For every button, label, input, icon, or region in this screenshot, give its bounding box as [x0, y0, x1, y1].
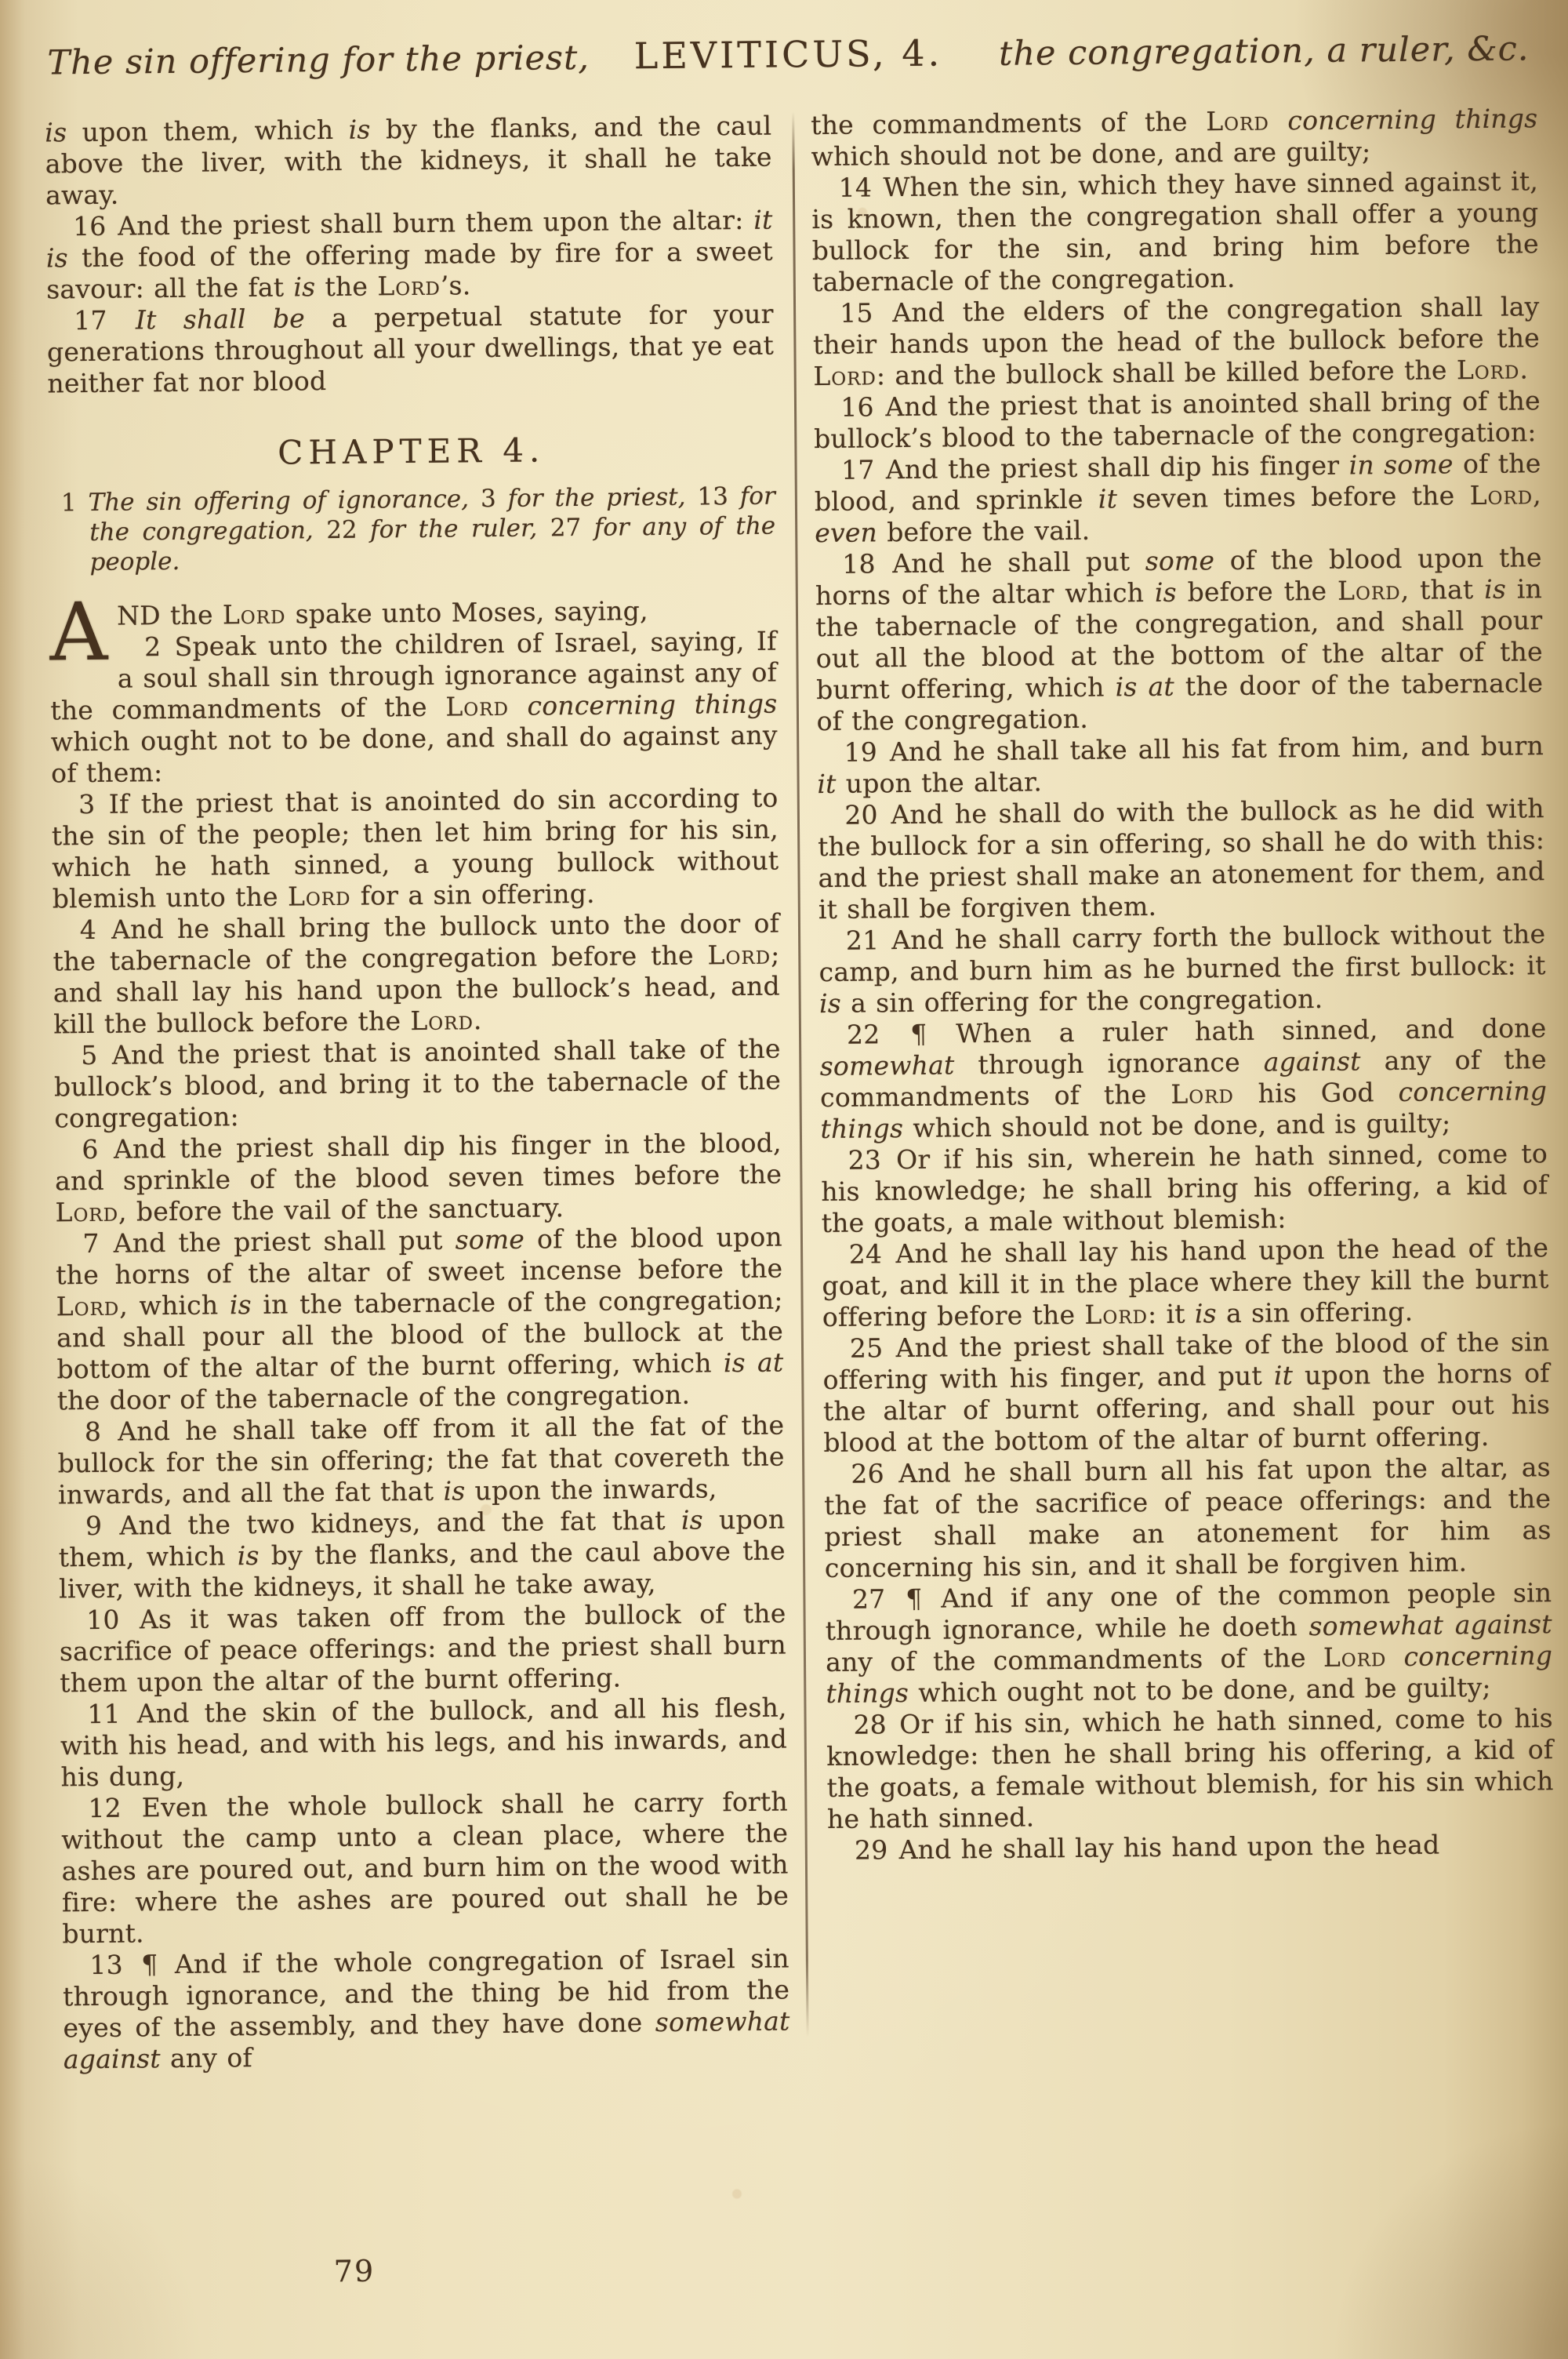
verse-20: 20 And he shall do with the bullock as he did with the bullock for a sin offering, so shall he do with this: and the priest shall make an atonement for them, and it shall be forgiven them.: [817, 793, 1545, 925]
verse-number: 2: [143, 631, 162, 663]
verse-5: 5 And the priest that is anointed shall take of the bullock’s blood, and bring it to the tabernacle of the congregation:: [53, 1033, 782, 1134]
page-number: 79: [333, 2253, 376, 2289]
verse-number: 13: [89, 1949, 123, 1981]
verse-17: 17 It shall be a perpetual statute for your generations throughout all your dwellings, that ye eat neither fat nor blood: [46, 298, 775, 399]
column-divider-rule: [792, 111, 808, 2037]
verse-number: 17: [840, 454, 875, 485]
verse-19: 19 And he shall take all his fat from him, and burn it upon the altar.: [817, 730, 1544, 800]
verse-number: 18: [842, 548, 876, 580]
verse-29: 29 And he shall lay his hand upon the head: [854, 1829, 1440, 1866]
running-head-right: the congregation, a ruler, &c.: [998, 29, 1530, 74]
verse-16: 16 And the priest shall burn them upon the altar: it is the food of the offering made by fire for a sweet savour: all the fat is the Lord’s.: [45, 204, 774, 305]
verse-4: 4 And he shall bring the bullock unto the door of the tabernacle of the congregation before the Lord; and shall lay his hand upon the bullock’s head, and kill the bullock before the Lord.: [53, 907, 781, 1040]
verse-number: 6: [82, 1133, 99, 1165]
chapter-summary: 1 The sin offering of ignorance, 3 for the priest, 13 for the congregation, 22 for the ruler, 27 for any of the people.: [60, 482, 776, 576]
verse-number: 8: [84, 1416, 102, 1448]
chapter-heading: CHAPTER 4.: [277, 431, 546, 472]
verse-number: 3: [78, 788, 96, 820]
verse-number: 23: [848, 1144, 882, 1176]
page-content: [44, 13, 1556, 2075]
pilcrow-mark: ¶: [910, 1018, 927, 1049]
pilcrow-mark: ¶: [141, 1949, 158, 1980]
verse-16: 16 And the priest that is anointed shall bring of the bullock’s blood to the tabernacle of the congregation:: [813, 385, 1541, 455]
verse-number: 10: [85, 1604, 120, 1636]
verse-21: 21 And he shall carry forth the bullock without the camp, and burn him as he burned the first bullock: it is a sin offering for the congregation.: [818, 918, 1546, 1020]
left-column: [45, 111, 790, 2076]
verse-number: 11: [87, 1698, 121, 1730]
continuation-paragraph: the commandments of the Lord concerning things which should not be done, and are guilty;: [811, 103, 1538, 173]
verse-number: 7: [82, 1227, 100, 1259]
verse-number: 17: [74, 304, 107, 336]
running-head: [44, 26, 1537, 82]
verse-12: 12 Even the whole bullock shall he carry forth without the camp unto a clean place, where the ashes are poured out, and burn him on the wood with fire: where the ashes are poured out shall he be burnt.: [61, 1786, 789, 1950]
verse-number: 5: [81, 1039, 98, 1071]
pilcrow-mark: ¶: [906, 1583, 923, 1615]
verse-26: 26 And he shall burn all his fat upon the altar, as the fat of the sacrifice of peace offerings: and the priest shall make an atonement for him as concerning his sin, and it shall be forgiven him.: [823, 1452, 1552, 1584]
verse-number: 16: [72, 210, 107, 242]
running-head-title: LEVITICUS, 4.: [633, 31, 943, 78]
verse-13: 13 ¶ And if the whole congregation of Israel sin through ignorance, and the thing be hid from the eyes of the assembly, and they have done somewhat against any of: [62, 1943, 790, 2075]
verse-10: 10 As it was taken off from the bullock of the sacrifice of peace offerings: and the priest shall burn them upon the altar of the burnt offering.: [59, 1598, 787, 1699]
verse-18: 18 And he shall put some of the blood upon the horns of the altar which is before the Lord, that is in the tabernacle of the congregation, and shall pour out all the blood at the bottom of the altar of the burnt offering, which is at the door of the tabernacle of the congregation.: [815, 542, 1544, 737]
verse-25: 25 And the priest shall take of the blood of the sin offering with his finger, and put it upon the horns of the altar of burnt offering, and shall pour out his blood at the bottom of the altar of burnt offering.: [822, 1326, 1551, 1459]
verse-8: 8 And he shall take off from it all the fat of the bullock for the sin offering; the fat that covereth the inwards, and all the fat that is upon the inwards,: [57, 1409, 785, 1510]
verse-number: 22: [846, 1019, 880, 1050]
verse-28: 28 Or if his sin, which he hath sinned, come to his knowledge: then he shall bring his offering, a kid of the goats, a female without blemish, for his sin which he hath sinned.: [826, 1703, 1554, 1835]
running-head-left: The sin offering for the priest,: [47, 38, 590, 83]
verse-number: 15: [840, 297, 873, 329]
verse-number: 4: [79, 914, 97, 946]
verse-23: 23 Or if his sin, wherein he hath sinned, come to his knowledge; he shall bring his offering, a kid of the goats, a male without blemish:: [821, 1138, 1548, 1239]
right-column: [811, 103, 1556, 2068]
verse-number: 25: [849, 1332, 884, 1364]
verse-number: 28: [853, 1709, 887, 1740]
verse-27: 27 ¶ And if any one of the common people sin through ignorance, while he doeth somewhat against any of the commandments of the Lord concerning things which ought not to be done, and be guilty;: [825, 1577, 1553, 1710]
verse-7: 7 And the priest shall put some of the blood upon the horns of the altar of sweet incense before the Lord, which is in the tabernacle of the congregation; and shall pour all the blood of the bullock at the bottom of the altar of the burnt offering, which is at the door of the tabernacle of the congregation.: [56, 1221, 784, 1416]
verse-number: 21: [845, 925, 880, 956]
verse-6: 6 And the priest shall dip his finger in the blood, and sprinkle of the blood seven times before the Lord, before the vail of the sanctuary.: [54, 1127, 782, 1228]
verse-number: 26: [851, 1458, 885, 1489]
verse-number: 19: [844, 736, 878, 768]
verse-2: 2 Speak unto the children of Israel, saying, If a soul shall sin through ignorance against any of the commandments of the Lord concerning things which ought not to be done, and shall do against any of them:: [50, 625, 778, 789]
verse-22: 22 ¶ When a ruler hath sinned, and done somewhat through ignorance against any of the commandments of the Lord his God concerning things which should not be done, and is guilty;: [819, 1012, 1548, 1145]
verse-number: 29: [854, 1834, 888, 1866]
continuation-paragraph: is upon them, which is by the flanks, and the caul above the liver, with the kidneys, it shall he take away.: [45, 110, 772, 211]
verse-number: 9: [85, 1510, 103, 1542]
verse-number: 27: [851, 1583, 886, 1615]
verse-3: 3 If the priest that is anointed do sin according to the sin of the people; then let him bring for his sin, which he hath sinned, a young bullock without blemish unto the Lord for a sin offering.: [51, 782, 779, 914]
verse-number: 12: [88, 1792, 122, 1824]
verse-15: 15 And the elders of the congregation shall lay their hands upon the head of the bullock before the Lord: and the bullock shall be killed before the Lord.: [812, 291, 1541, 392]
two-column-text: [45, 103, 1556, 2075]
verse-24: 24 And he shall lay his hand upon the head of the goat, and kill it in the place where they kill the burnt offering before the Lord: it is a sin offering.: [822, 1232, 1549, 1333]
verse-17: 17 And the priest shall dip his finger in some of the blood, and sprinkle it seven times before the Lord, even before the vail.: [814, 448, 1542, 549]
verse-1: AND the Lord spake unto Moses, saying,: [49, 585, 648, 680]
verse-14: 14 When the sin, which they have sinned against it, is known, then the congregation shall offer a young bullock for the sin, and bring him before the tabernacle of the congregation.: [811, 165, 1539, 298]
drop-cap: A: [49, 585, 108, 680]
verse-number: 14: [838, 172, 873, 203]
verse-11: 11 And the skin of the bullock, and all his flesh, with his head, and with his legs, and his inwards, and his dung,: [60, 1692, 788, 1793]
verse-number: 16: [840, 391, 874, 423]
verse-9: 9 And the two kidneys, and the fat that is upon them, which is by the flanks, and the caul above the liver, with the kidneys, it shall he take away,: [58, 1503, 786, 1605]
verse-number: 24: [848, 1238, 883, 1270]
verse-number: 20: [844, 799, 878, 831]
